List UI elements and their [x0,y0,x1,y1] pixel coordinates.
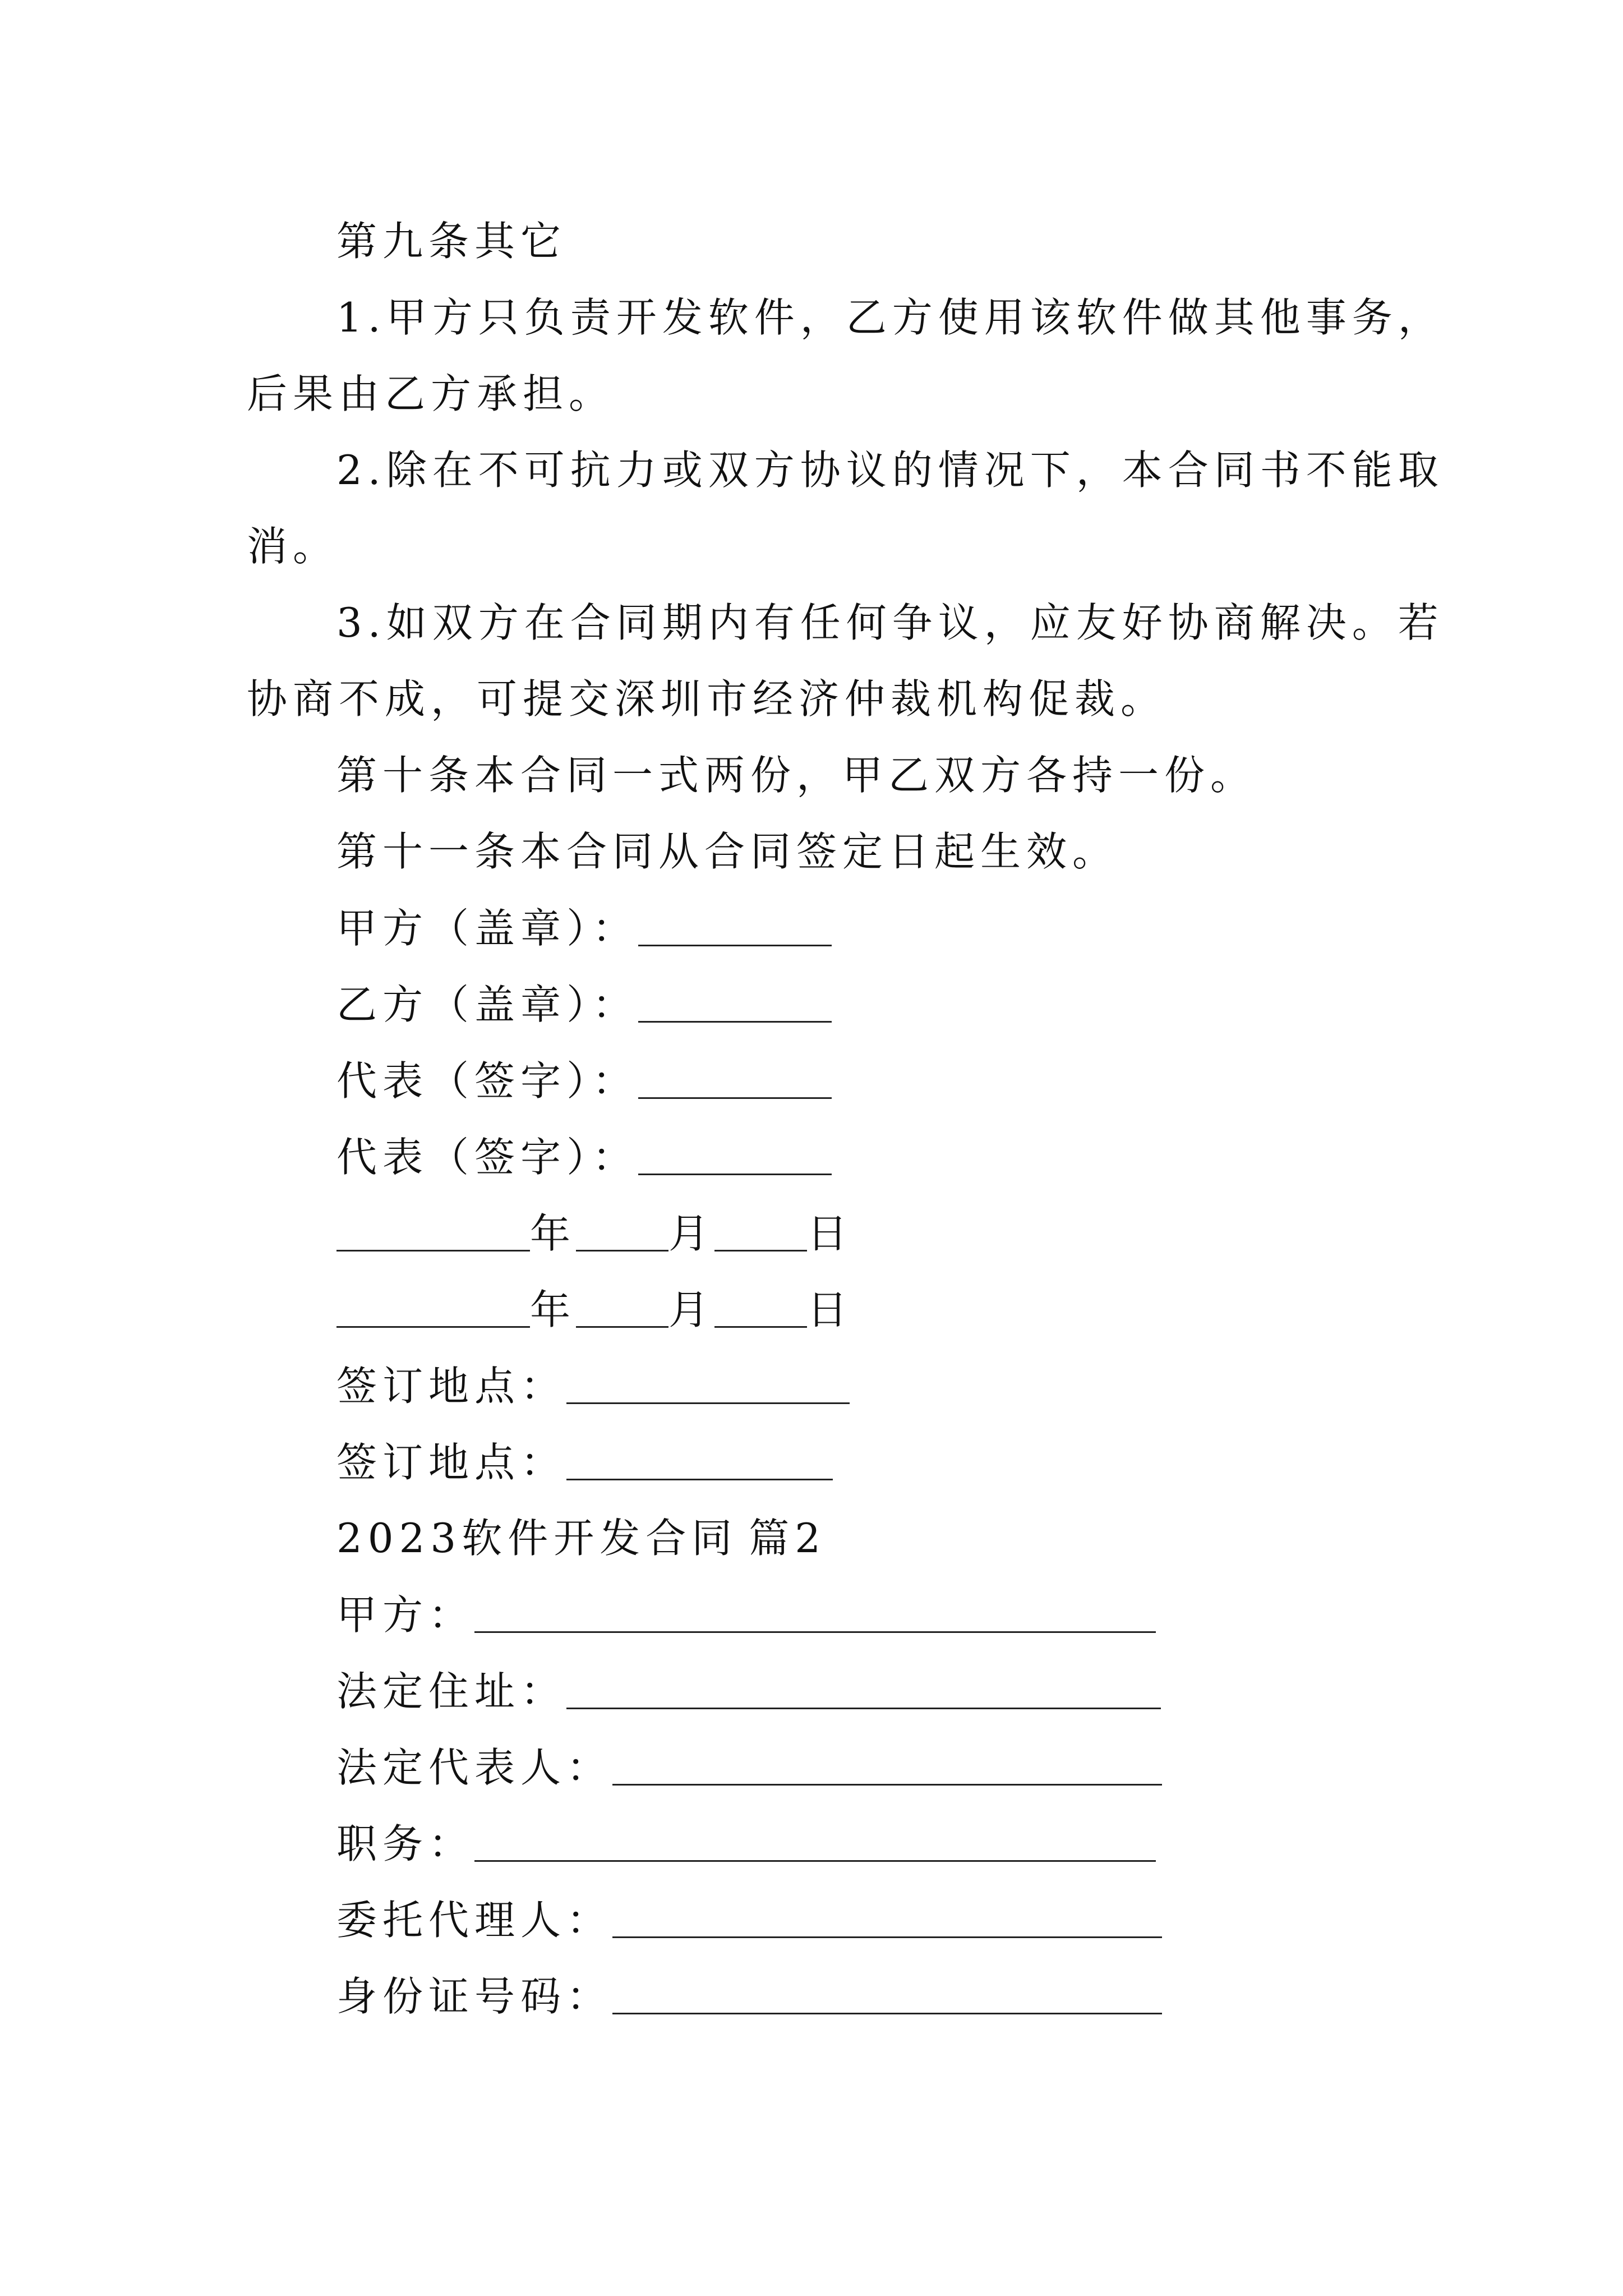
article-10-text: 第十条本合同一式两份，甲乙双方各持一份。 [336,752,1257,799]
sign-place-label-1: 签订地点： [336,1363,567,1410]
month-label-1: 月 [668,1210,715,1257]
date-row-1 [336,1210,854,1257]
agent-label: 委托代理人： [336,1897,613,1944]
month-blank-2[interactable] [576,1289,668,1328]
day-label-1: 日 [807,1210,854,1257]
party-b-seal-row [336,981,832,1028]
sign-place-label-2: 签订地点： [336,1439,567,1486]
item-3-text-cont: 协商不成，可提交深圳市经济仲裁机构促裁。 [247,675,1167,723]
id-number-label: 身份证号码： [336,1973,613,2020]
day-blank-2[interactable] [714,1289,807,1328]
article-11-text: 第十一条本合同从合同签定日起生效。 [336,828,1119,875]
party-b-seal-label: 乙方（盖章）： [336,981,639,1028]
item-2-line-2 [247,523,339,570]
legal-address-blank[interactable] [566,1671,1161,1709]
year-blank-1[interactable] [336,1213,530,1251]
legal-address-row [336,1668,1161,1715]
year-label-2: 年 [530,1286,577,1333]
agent-row [336,1897,1162,1944]
position-label: 职务： [336,1820,475,1867]
party-a-seal-blank[interactable] [638,908,832,946]
legal-rep-label: 法定代表人： [336,1744,613,1791]
item-2-line-1 [336,447,1444,494]
id-number-blank[interactable] [612,1976,1162,2014]
month-blank-1[interactable] [576,1213,668,1251]
sign-place-row-2 [336,1439,833,1486]
year-blank-2[interactable] [336,1289,530,1328]
article-11 [336,828,1119,875]
article-9-title-text: 第九条其它 [336,218,567,265]
item-1-text: 1.甲方只负责开发软件，乙方使用该软件做其他事务， [336,294,1444,341]
id-number-row [336,1973,1162,2020]
item-1-text-cont: 后果由乙方承担。 [247,370,615,417]
rep-sign-label-2: 代表（签字）： [336,1134,639,1181]
rep-sign-row-1 [336,1057,832,1105]
agent-blank[interactable] [612,1899,1162,1938]
party-b-seal-blank[interactable] [638,984,832,1023]
sign-place-blank-1[interactable] [566,1365,850,1404]
item-3-line-2 [247,675,1167,723]
date-row-2 [336,1286,854,1333]
day-label-2: 日 [807,1286,854,1333]
item-2-text: 2.除在不可抗力或双方协议的情况下，本合同书不能取 [336,447,1444,494]
party-a-seal-label: 甲方（盖章）： [336,905,639,952]
position-blank[interactable] [474,1823,1156,1862]
section-2-part: 篇2 [749,1515,827,1562]
legal-rep-row [336,1744,1162,1791]
item-1-line-1 [336,294,1444,341]
rep-sign-blank-2[interactable] [638,1137,832,1175]
sign-place-blank-2[interactable] [566,1442,833,1480]
party-a-row [336,1591,1156,1639]
rep-sign-label-1: 代表（签字）： [336,1057,639,1105]
article-10 [336,752,1257,799]
position-row [336,1820,1156,1867]
rep-sign-row-2 [336,1134,832,1181]
legal-address-label: 法定住址： [336,1668,567,1715]
legal-rep-blank[interactable] [612,1747,1162,1786]
item-2-text-cont: 消。 [247,523,339,570]
party-a-blank[interactable] [474,1594,1156,1633]
month-label-2: 月 [668,1286,715,1333]
day-blank-1[interactable] [714,1213,807,1251]
article-9-title [336,218,567,265]
item-3-text: 3.如双方在合同期内有任何争议，应友好协商解决。若 [336,599,1444,646]
item-3-line-1 [336,599,1444,646]
section-2-heading [336,1515,827,1562]
party-a-label: 甲方： [336,1591,475,1639]
item-1-line-2 [247,370,615,417]
section-2-title: 2023软件开发合同 [336,1515,738,1562]
year-label-1: 年 [530,1210,577,1257]
party-a-seal-row [336,905,832,952]
sign-place-row-1 [336,1363,850,1410]
rep-sign-blank-1[interactable] [638,1060,832,1099]
